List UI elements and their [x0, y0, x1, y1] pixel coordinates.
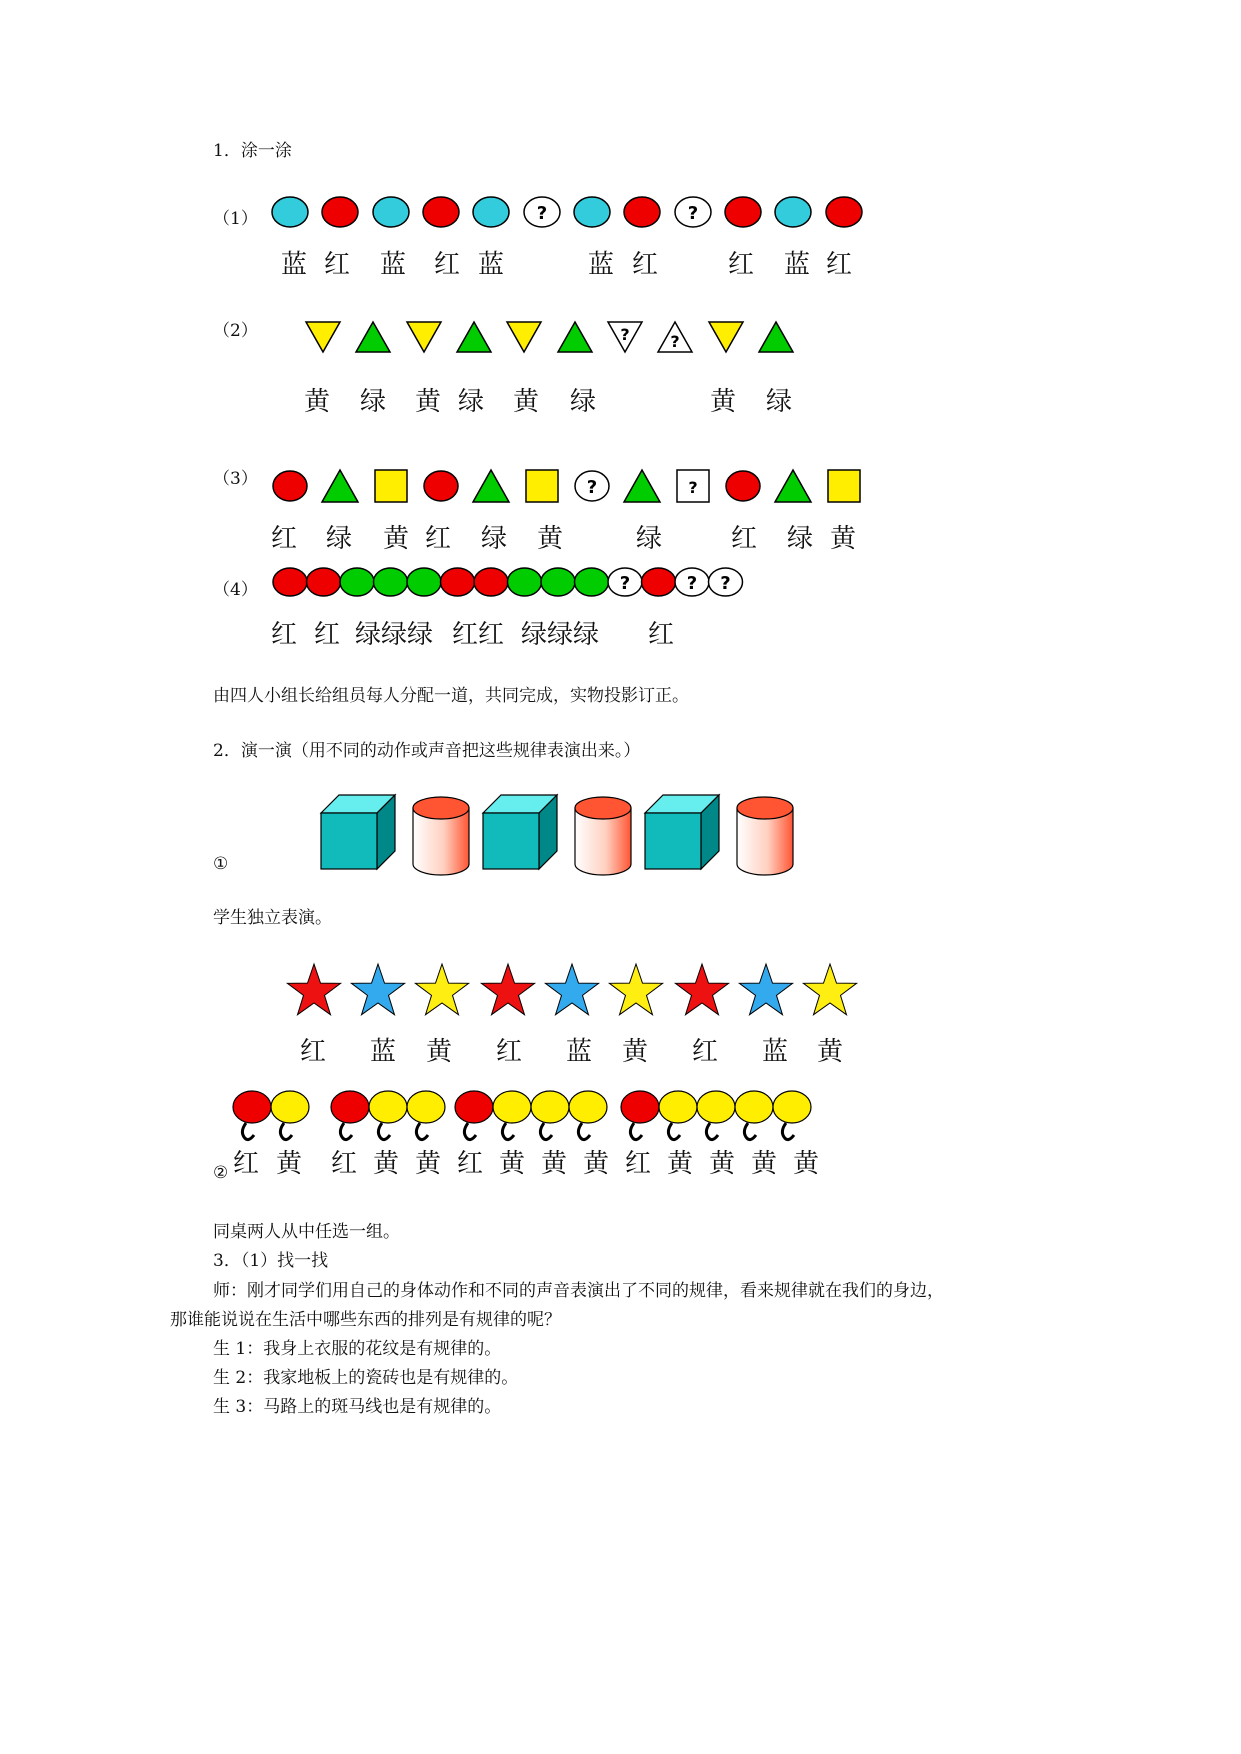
balloon-hand [744, 1123, 756, 1140]
triangle-up-shape [457, 322, 491, 352]
circle-shape [726, 471, 760, 501]
row4-shapes [273, 568, 743, 596]
triangle-down-shape [407, 322, 441, 352]
row3-word: 黄 [830, 524, 857, 554]
student-3-line: 生 3：马路上的斑马线也是有规律的。 [213, 1397, 502, 1417]
row1-word: 蓝 [380, 250, 407, 280]
triangle-up-shape [322, 470, 358, 502]
star-shape [803, 964, 856, 1015]
balloon-word: 红 [233, 1149, 260, 1179]
row3-word: 绿 [636, 524, 663, 554]
circle-shape [574, 197, 610, 227]
balloon-word: 黄 [541, 1149, 568, 1179]
question-mark: ? [687, 203, 699, 224]
balloon-word: 红 [331, 1149, 358, 1179]
row1-word: 蓝 [281, 250, 308, 280]
cube-front [321, 813, 377, 869]
row4-word: 红 [648, 620, 675, 650]
star-shape [481, 964, 534, 1015]
circle-shape [508, 568, 542, 596]
star-shape [351, 964, 404, 1015]
balloon-hand [782, 1123, 794, 1140]
row3-word: 绿 [481, 524, 508, 554]
row2-word: 黄 [415, 387, 442, 417]
star-shape [545, 964, 598, 1015]
balloon-word: 黄 [667, 1149, 694, 1179]
star-word: 蓝 [566, 1037, 593, 1067]
triangle-up-shape [624, 470, 660, 502]
row3-word: 黄 [383, 524, 410, 554]
circle-shape [273, 471, 307, 501]
question-mark: ? [686, 573, 698, 594]
row3-word: 红 [731, 524, 758, 554]
red-balloon [233, 1091, 271, 1123]
circle-shape [826, 197, 862, 227]
question-mark: ? [586, 477, 598, 498]
balloon-word: 黄 [499, 1149, 526, 1179]
question-mark: ? [620, 325, 630, 344]
yellow-balloon [773, 1091, 811, 1123]
triangle-up-shape [473, 470, 509, 502]
student-2-line: 生 2：我家地板上的瓷砖也是有规律的。 [213, 1368, 519, 1388]
balloon-hand [416, 1123, 428, 1140]
circle-shape [340, 568, 374, 596]
star-word: 黄 [817, 1037, 844, 1067]
circle-shape [474, 568, 508, 596]
circle-shape [272, 197, 308, 227]
cube-cylinder-row [321, 795, 793, 875]
row1-shapes [272, 197, 862, 227]
triangle-up-shape [558, 322, 592, 352]
balloon-hand [578, 1123, 590, 1140]
question-mark: ? [619, 573, 631, 594]
balloon-row [233, 1091, 811, 1140]
circle-shape [441, 568, 475, 596]
section1-note: 由四人小组长给组员每人分配一道，共同完成，实物投影订正。 [213, 686, 689, 706]
yellow-balloon [735, 1091, 773, 1123]
row3-shapes [273, 470, 860, 502]
star-shape [675, 964, 728, 1015]
row3-word: 绿 [326, 524, 353, 554]
yellow-balloon [531, 1091, 569, 1123]
balloon-word: 黄 [373, 1149, 400, 1179]
triangle-up-shape [759, 322, 793, 352]
circle-shape [473, 197, 509, 227]
star-shape [609, 964, 662, 1015]
star-word: 红 [300, 1037, 327, 1067]
balloon-word: 红 [457, 1149, 484, 1179]
section2-heading: 2．演一演（用不同的动作或声音把这些规律表演出来。） [213, 741, 641, 761]
circle-shape [424, 471, 458, 501]
row3-word: 黄 [537, 524, 564, 554]
section3-heading: 3．（1）找一找 [213, 1251, 329, 1271]
star-word: 黄 [622, 1037, 649, 1067]
balloon-hand [378, 1123, 390, 1140]
row4-word: 绿绿绿 [355, 620, 434, 650]
balloon-hand [668, 1123, 680, 1140]
circle-shape [407, 568, 441, 596]
balloon-hand [464, 1123, 476, 1140]
yellow-balloon [407, 1091, 445, 1123]
row2-word: 绿 [458, 387, 485, 417]
cube-front [483, 813, 539, 869]
square-shape [828, 470, 860, 502]
question-mark: ? [688, 478, 698, 497]
row1-word: 红 [434, 250, 461, 280]
star-shape [739, 964, 792, 1015]
balloon-hand [502, 1123, 514, 1140]
circle-shape [725, 197, 761, 227]
red-balloon [331, 1091, 369, 1123]
yellow-balloon [569, 1091, 607, 1123]
balloon-word: 黄 [415, 1149, 442, 1179]
balloon-hand [540, 1123, 552, 1140]
item1-note: 学生独立表演。 [213, 908, 332, 928]
teacher-line-2: 那谁能说说在生活中哪些东西的排列是有规律的呢？ [170, 1310, 561, 1330]
row1-word: 红 [324, 250, 351, 280]
section1-heading: 1．涂一涂 [213, 141, 292, 161]
row1-word: 红 [728, 250, 755, 280]
cylinder-top [737, 797, 793, 819]
row3-word: 红 [425, 524, 452, 554]
red-balloon [455, 1091, 493, 1123]
row4-word: 红红 [452, 620, 505, 650]
row2-word: 黄 [513, 387, 540, 417]
circle-shape [624, 197, 660, 227]
row1-label: （1） [213, 209, 258, 229]
balloon-hand [242, 1123, 254, 1140]
yellow-balloon [697, 1091, 735, 1123]
balloon-word: 红 [625, 1149, 652, 1179]
question-mark: ? [670, 332, 680, 351]
triangle-down-shape [306, 322, 340, 352]
cylinder-top [413, 797, 469, 819]
square-shape [375, 470, 407, 502]
row4-word: 红 [271, 620, 298, 650]
row4-label: （4） [213, 580, 258, 600]
balloon-hand [340, 1123, 352, 1140]
balloon-word: 黄 [751, 1149, 778, 1179]
triangle-down-shape [507, 322, 541, 352]
star-shape [415, 964, 468, 1015]
circle-shape [541, 568, 575, 596]
yellow-balloon [271, 1091, 309, 1123]
circle-shape [322, 197, 358, 227]
row3-label: （3） [213, 469, 258, 489]
teacher-line-1: 师：刚才同学们用自己的身体动作和不同的声音表演出了不同的规律，看来规律就在我们的身边， [213, 1281, 944, 1301]
item2-marker: ② [213, 1163, 229, 1183]
row1-word: 蓝 [478, 250, 505, 280]
circle-shape [273, 568, 307, 596]
row1-word: 红 [632, 250, 659, 280]
star-word: 红 [496, 1037, 523, 1067]
circle-shape [307, 568, 341, 596]
row2-word: 黄 [710, 387, 737, 417]
row4-word: 绿绿绿 [521, 620, 600, 650]
row4-word: 红 [314, 620, 341, 650]
row1-word: 蓝 [784, 250, 811, 280]
yellow-balloon [659, 1091, 697, 1123]
row2-shapes [306, 322, 793, 352]
star-word: 蓝 [370, 1037, 397, 1067]
yellow-balloon [493, 1091, 531, 1123]
row3-word: 红 [271, 524, 298, 554]
row2-word: 绿 [766, 387, 793, 417]
row1-word: 蓝 [588, 250, 615, 280]
star-word: 红 [692, 1037, 719, 1067]
triangle-up-shape [356, 322, 390, 352]
triangle-down-shape [709, 322, 743, 352]
row1-word: 红 [826, 250, 853, 280]
circle-shape [642, 568, 676, 596]
balloon-word: 黄 [583, 1149, 610, 1179]
row2-word: 绿 [360, 387, 387, 417]
balloon-hand [630, 1123, 642, 1140]
star-shape [287, 964, 340, 1015]
star-word: 蓝 [762, 1037, 789, 1067]
balloon-word: 黄 [709, 1149, 736, 1179]
cylinder-top [575, 797, 631, 819]
circle-shape [373, 197, 409, 227]
question-mark: ? [720, 573, 731, 594]
balloon-word: 黄 [793, 1149, 820, 1179]
square-shape [526, 470, 558, 502]
question-mark: ? [536, 203, 548, 224]
circle-shape [575, 568, 609, 596]
row2-word: 绿 [570, 387, 597, 417]
circle-shape [423, 197, 459, 227]
balloon-hand [706, 1123, 718, 1140]
yellow-balloon [369, 1091, 407, 1123]
row2-word: 黄 [304, 387, 331, 417]
red-balloon [621, 1091, 659, 1123]
student-1-line: 生 1：我身上衣服的花纹是有规律的。 [213, 1339, 502, 1359]
cube-front [645, 813, 701, 869]
star-word: 黄 [426, 1037, 453, 1067]
balloon-hand [280, 1123, 292, 1140]
row2-label: （2） [213, 321, 258, 341]
balloon-word: 黄 [276, 1149, 303, 1179]
circle-shape [775, 197, 811, 227]
item2-note: 同桌两人从中任选一组。 [213, 1222, 400, 1242]
row3-word: 绿 [787, 524, 814, 554]
star-row [287, 964, 856, 1015]
circle-shape [374, 568, 408, 596]
item1-marker: ① [213, 854, 229, 874]
triangle-up-shape [775, 470, 811, 502]
